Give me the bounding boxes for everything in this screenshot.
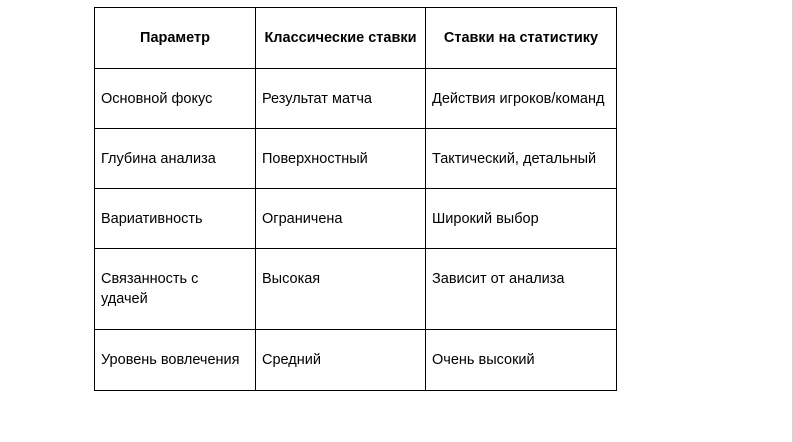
table-row [95,249,617,330]
table-cell: Уровень вовлечения [95,330,256,391]
header-classic-bets: Классические ставки [256,8,426,69]
table-cell: Ограничена [256,189,426,249]
table-cell: Вариативность [95,189,256,249]
table-cell: Действия игроков/команд [426,69,617,129]
table-cell: Основной фокус [95,69,256,129]
table-cell: Связанность с удачей [95,249,256,330]
table-cell: Глубина анализа [95,129,256,189]
table-cell: Средний [256,330,426,391]
header-parameter: Параметр [95,8,256,69]
table-cell: Очень высокий [426,330,617,391]
table-cell: Высокая [256,249,426,330]
table-cell: Зависит от анализа [426,249,617,330]
table-cell: Широкий выбор [426,189,617,249]
table-row [95,330,617,391]
table-row [95,189,617,249]
table-row [95,129,617,189]
table-header-row [95,8,617,69]
table-row [95,69,617,129]
table-cell: Результат матча [256,69,426,129]
table-cell: Тактический, детальный [426,129,617,189]
table-cell: Поверхностный [256,129,426,189]
header-stat-bets: Ставки на статистику [426,8,617,69]
comparison-table [94,7,617,391]
